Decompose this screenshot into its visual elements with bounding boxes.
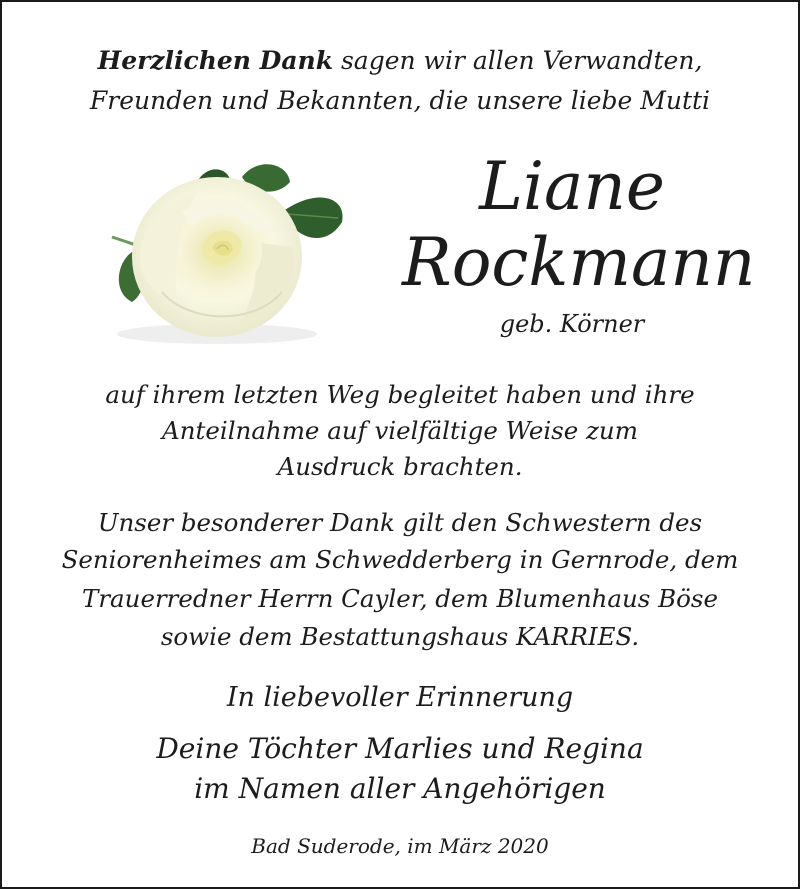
place-date: Bad Suderode, im März 2020 bbox=[251, 834, 549, 858]
signature-line: Deine Töchter Marlies und Regina bbox=[156, 732, 644, 765]
intro-bold-text: Herzlichen Dank bbox=[97, 46, 334, 75]
paragraph2-line: sowie dem Bestattungshaus KARRIES. bbox=[160, 622, 640, 651]
paragraph1-line: auf ihrem letzten Weg begleitet haben und ihre bbox=[105, 380, 695, 409]
white-rose-icon bbox=[102, 152, 362, 362]
intro-line-2: Freunden und Bekannten, die unsere liebe Mutti bbox=[89, 86, 711, 115]
deceased-first-name: Liane bbox=[479, 148, 665, 225]
paragraph2-line: Seniorenheimes am Schwedderberg in Gernrode, dem bbox=[61, 545, 739, 574]
paragraph2-line: Unser besonderer Dank gilt den Schwestern des bbox=[97, 508, 703, 537]
closing-text: In liebevoller Erinnerung bbox=[226, 682, 574, 713]
paragraph1-line: Ausdruck brachten. bbox=[277, 452, 523, 481]
paragraph2-line: Trauerredner Herrn Cayler, dem Blumenhaus Böse bbox=[82, 584, 718, 613]
deceased-last-name: Rockmann bbox=[402, 224, 756, 301]
birth-name: geb. Körner bbox=[499, 310, 645, 338]
signature-line: im Namen aller Angehörigen bbox=[194, 772, 606, 805]
intro-text: sagen wir allen Verwandten, bbox=[333, 46, 703, 75]
intro-line-1 bbox=[2, 46, 798, 75]
paragraph1-line: Anteilnahme auf vielfältige Weise zum bbox=[162, 416, 638, 445]
